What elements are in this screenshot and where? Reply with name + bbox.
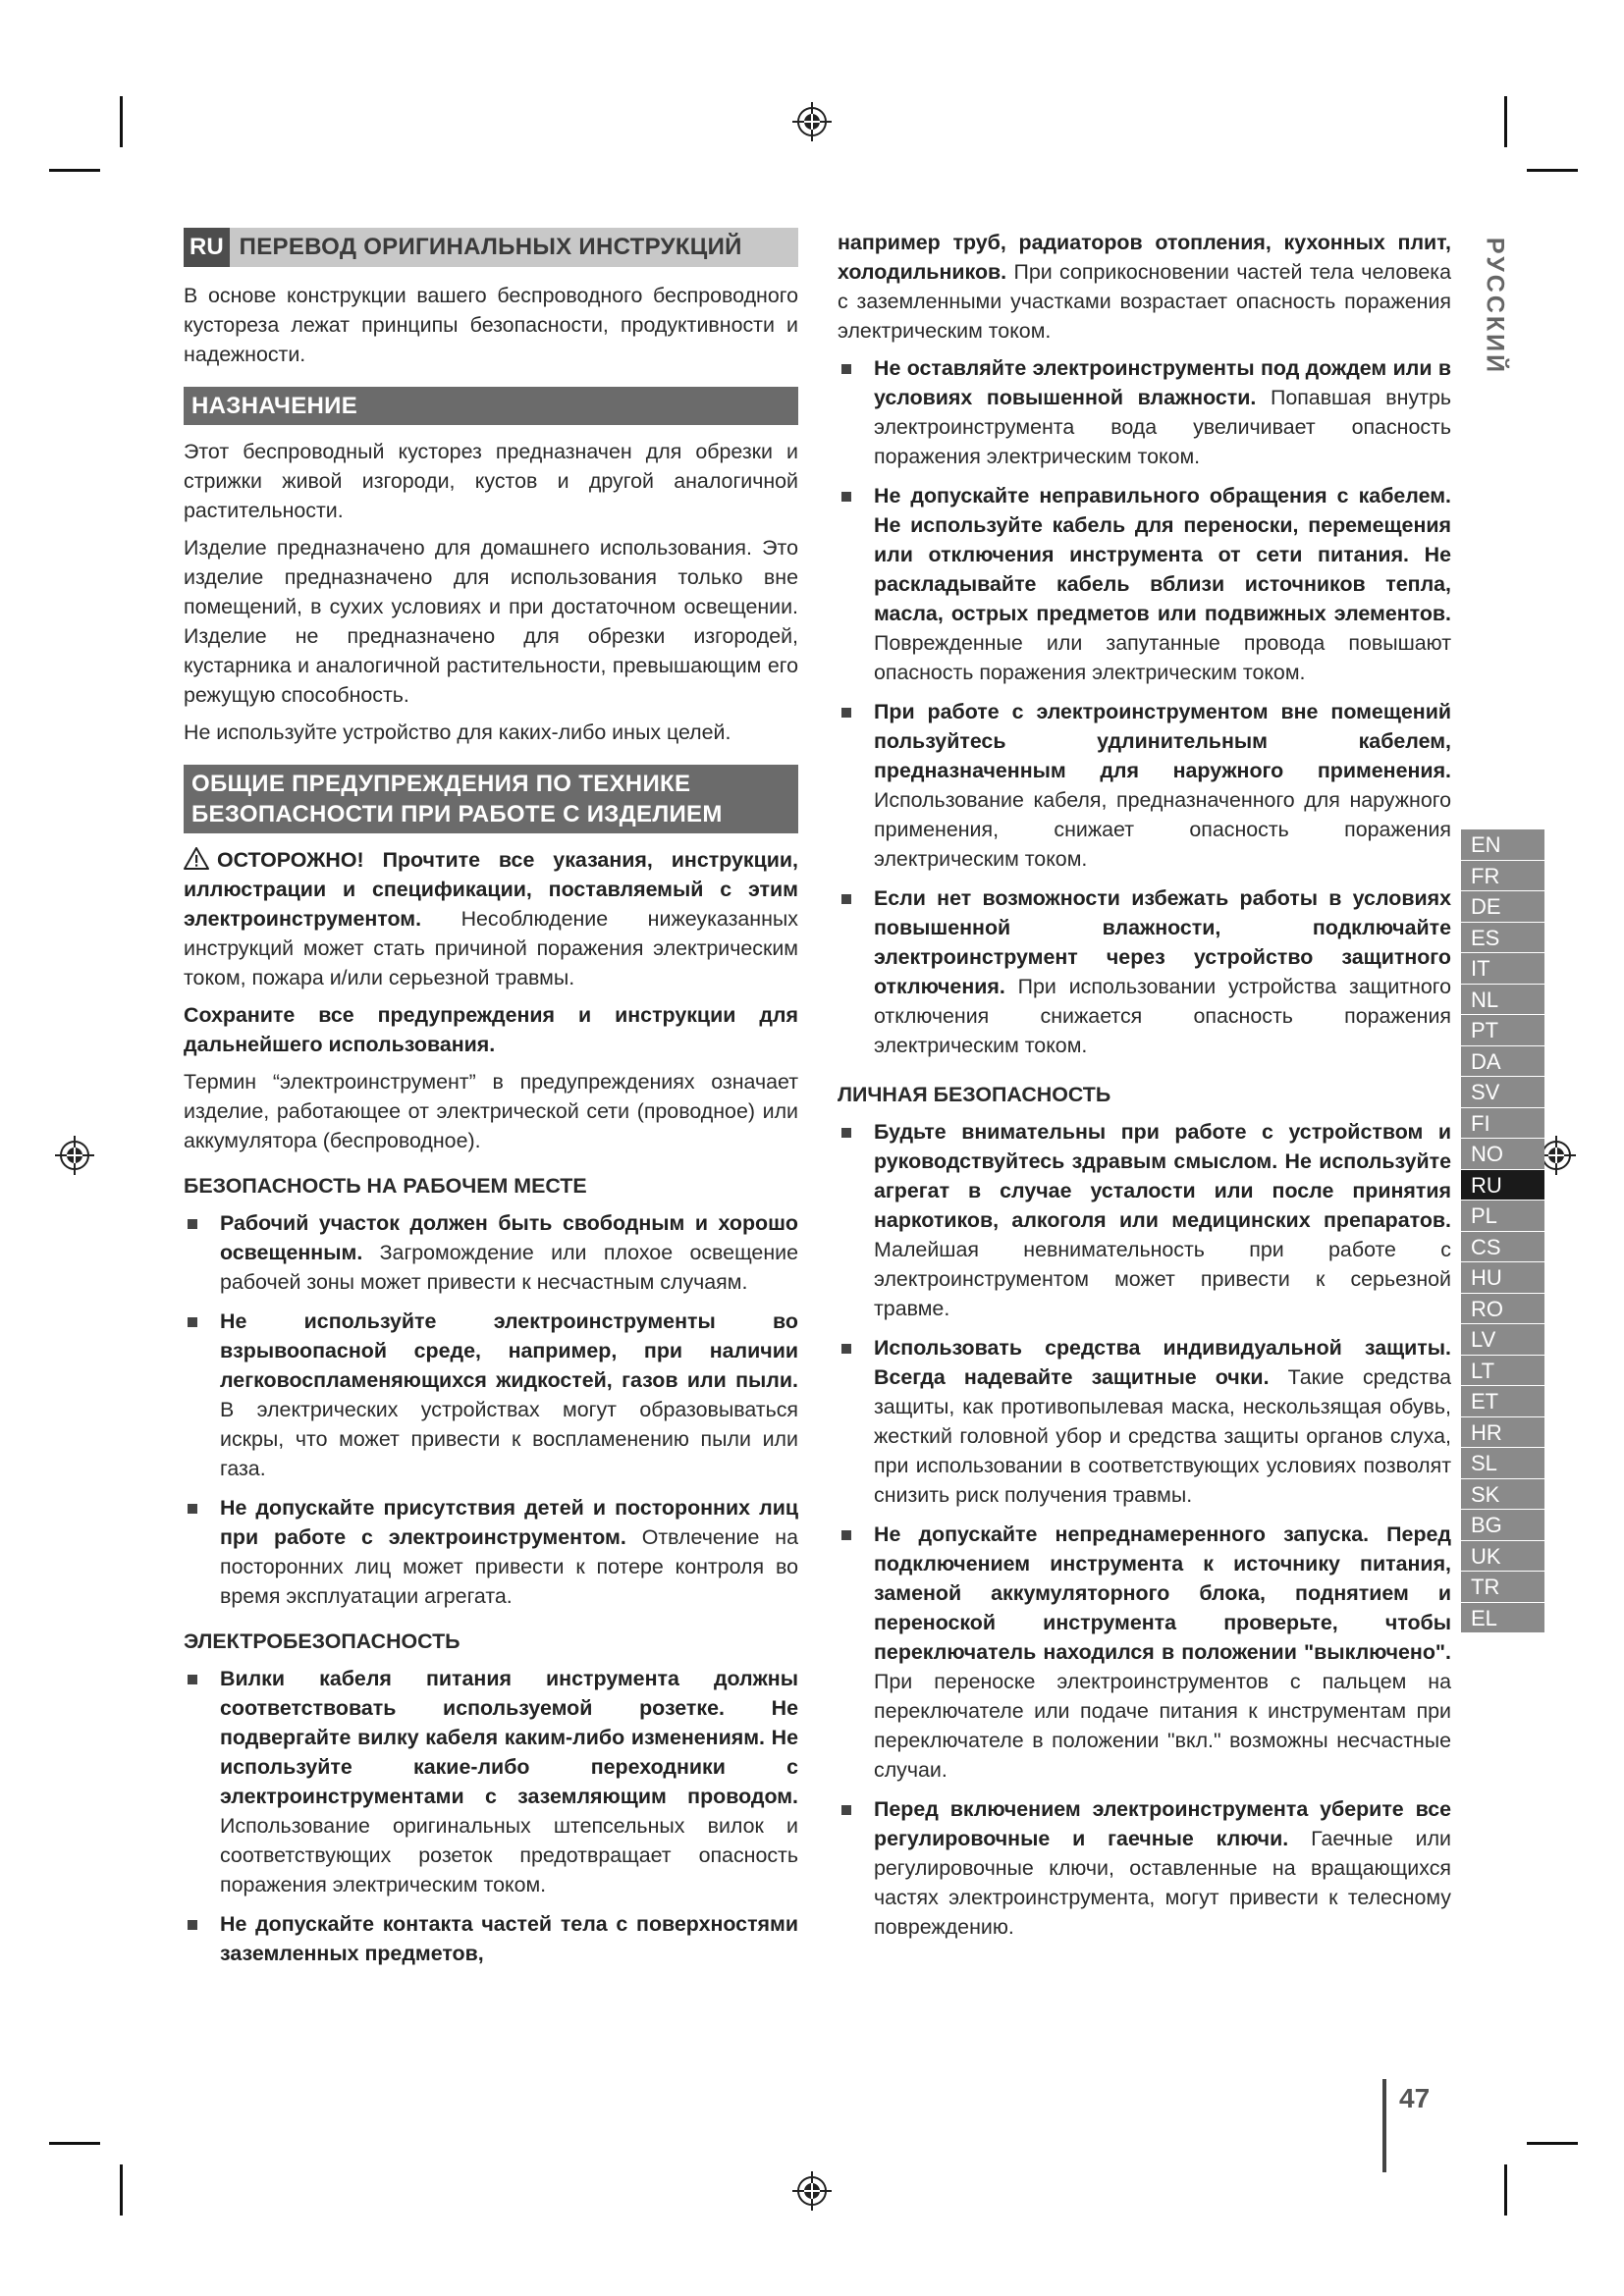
list-item-text: Попавшая внутрь электроинструмента вода увеличивает опасность поражения электрическим током.: [874, 386, 1451, 468]
crop-mark: [120, 2164, 123, 2216]
general-warnings-heading-line: БЕЗОПАСНОСТИ ПРИ РАБОТЕ С ИЗДЕЛИЕМ: [191, 801, 723, 828]
page-number-divider: [1382, 2079, 1386, 2172]
left-column: [184, 228, 798, 1978]
intro-paragraph: В основе конструкции вашего беспроводного беспроводного кустореза лежат принципы безопасности, продуктивности и надежности.: [184, 284, 798, 366]
crop-mark: [1527, 2142, 1578, 2145]
list-item: [838, 1117, 1451, 1323]
list-item: [184, 1208, 798, 1297]
right-column: [838, 228, 1451, 1951]
language-tab-no[interactable]: NO: [1461, 1139, 1544, 1170]
purpose-paragraph: Не используйте устройство для каких-либо иных целей.: [184, 721, 731, 744]
workplace-heading: БЕЗОПАСНОСТЬ НА РАБОЧЕМ МЕСТЕ: [184, 1174, 587, 1198]
list-item-text: Малейшая невнимательность при работе с электроинструментом может привести к серьезной травме.: [874, 1238, 1451, 1320]
registration-mark-icon: [790, 100, 834, 143]
list-item: [838, 1520, 1451, 1785]
language-tab-ru[interactable]: RU: [1461, 1170, 1544, 1201]
language-tab-fi[interactable]: FI: [1461, 1108, 1544, 1140]
crop-mark: [1527, 169, 1578, 172]
language-code-badge: RU: [184, 228, 230, 267]
page-number: 47: [1399, 2083, 1431, 2113]
list-item-text: Такие средства защиты, как противопылевая маска, нескользящая обувь, жесткий головной убор и средства защиты органов слуха, при использовании в соответствующих условиях позволят снизить риск получения травмы.: [874, 1365, 1451, 1507]
list-item-bold: Будьте внимательны при работе с устройством и руководствуйтесь здравым смыслом. Не используйте агрегат в случае усталости или после принятия наркотиков, алкоголя или медицинских препаратов.: [874, 1120, 1451, 1232]
electrical-safety-heading: ЭЛЕКТРОБЕЗОПАСНОСТЬ: [184, 1629, 460, 1653]
warning-bold-text: ОСТОРОЖНО! Прочтите все указания, инструкции, иллюстрации и спецификации, поставляемый с этим электроинструментом.: [184, 848, 798, 931]
language-tab-lt[interactable]: LT: [1461, 1356, 1544, 1387]
list-item-bold: Не используйте электроинструменты во взрывоопасной среде, например, при наличии легковоспламеняющихся жидкостей, газов или пыли.: [220, 1309, 798, 1392]
language-tab-nl[interactable]: NL: [1461, 985, 1544, 1016]
registration-mark-icon: [53, 1134, 96, 1177]
list-item: [838, 697, 1451, 874]
list-item: [184, 1664, 798, 1899]
vertical-language-label-text: РУССКИЙ: [1481, 237, 1509, 376]
list-item-bold: Использовать средства индивидуальной защиты. Всегда надевайте защитные очки.: [874, 1336, 1451, 1389]
list-item-text: Использование кабеля, предназначенного для наружного применения, снижает опасность поражения электрическим током.: [874, 788, 1451, 871]
purpose-paragraph: Этот беспроводный кусторез предназначен для обрезки и стрижки живой изгороди, кустов и другой аналогичной растительности.: [184, 440, 798, 522]
language-tab-tr[interactable]: TR: [1461, 1572, 1544, 1603]
save-instructions-bold: Сохраните все предупреждения и инструкции для дальнейшего использования.: [184, 1003, 798, 1056]
crop-mark: [1504, 2164, 1507, 2216]
general-warnings-heading: [184, 765, 798, 833]
personal-safety-heading: ЛИЧНАЯ БЕЗОПАСНОСТЬ: [838, 1083, 1111, 1106]
warning-text: Несоблюдение нижеуказанных инструкций может стать причиной поражения электрическим током, пожара и/или серьезной травмы.: [184, 907, 798, 989]
purpose-paragraph: Изделие предназначено для домашнего использования. Это изделие предназначено для использования только вне помещений, в сухих условиях и при достаточном освещении. Изделие не предназначено для обрезки изгородей, кустарника и аналогичной растительности, превышающим его режущую способность.: [184, 536, 798, 707]
list-item-bold: Не допускайте контакта частей тела с поверхностями заземленных предметов,: [220, 1912, 798, 1965]
continued-text: При соприкосновении частей тела человека с заземленными участками возрастает опасность поражения электрическим током.: [838, 260, 1451, 343]
list-item-bold: Вилки кабеля питания инструмента должны соответствовать используемой розетке. Не подвергайте вилку кабеля каким-либо изменениям. Не используйте какие-либо переходники с электроинструментами с заземляющим проводом.: [220, 1667, 798, 1808]
save-instructions-paragraph: [184, 1000, 798, 1059]
language-tab-en[interactable]: EN: [1461, 829, 1544, 861]
language-tab-et[interactable]: ET: [1461, 1386, 1544, 1417]
continued-paragraph: [838, 228, 1451, 346]
list-item: [838, 883, 1451, 1060]
language-tab-cs[interactable]: CS: [1461, 1232, 1544, 1263]
crop-mark: [49, 2142, 100, 2145]
electrical-safety-list: [184, 1664, 798, 1968]
list-item-text: Загромождение или плохое освещение рабочей зоны может привести к несчастным случаям.: [220, 1241, 798, 1294]
warning-paragraph: [184, 845, 798, 992]
list-item: [184, 1493, 798, 1611]
list-item: [838, 353, 1451, 471]
list-item-text: Использование оригинальных штепсельных вилок и соответствующих розеток предотвращает опасность поражения электрическим током.: [220, 1814, 798, 1896]
list-item-text: В электрических устройствах могут образовываться искры, что может привести к воспламенению пыли или газа.: [220, 1398, 798, 1480]
list-item-bold: При работе с электроинструментом вне помещений пользуйтесь удлинительным кабелем, предназначенным для наружного применения.: [874, 700, 1451, 782]
list-item-bold: Не допускайте присутствия детей и посторонних лиц при работе с электроинструментом.: [220, 1496, 798, 1549]
crop-mark: [49, 169, 100, 172]
language-tab-de[interactable]: DE: [1461, 891, 1544, 923]
language-tab-sl[interactable]: SL: [1461, 1448, 1544, 1479]
language-tab-uk[interactable]: UK: [1461, 1541, 1544, 1573]
list-item-text: Гаечные или регулировочные ключи, оставленные на вращающихся частях электроинструмента, могут привести к телесному повреждению.: [874, 1827, 1451, 1939]
personal-safety-list: [838, 1117, 1451, 1942]
language-tabs: [1461, 829, 1544, 1633]
list-item: [838, 1794, 1451, 1942]
list-item-bold: Если нет возможности избежать работы в условиях повышенной влажности, подключайте электроинструмент через устройство защитного отключения.: [874, 886, 1451, 998]
crop-mark: [1504, 96, 1507, 147]
language-tab-ro[interactable]: RO: [1461, 1294, 1544, 1325]
list-item-bold: Не оставляйте электроинструменты под дождем или в условиях повышенной влажности.: [874, 356, 1451, 409]
list-item: [838, 1333, 1451, 1510]
list-item: [184, 1307, 798, 1483]
page-title: ПЕРЕВОД ОРИГИНАЛЬНЫХ ИНСТРУКЦИЙ: [239, 234, 742, 260]
list-item-bold: Не допускайте неправильного обращения с кабелем. Не используйте кабель для переноски, перемещения или отключения инструмента от сети питания. Не раскладывайте кабель вблизи источников тепла, масла, острых предметов или подвижных элементов.: [874, 484, 1451, 625]
crop-mark: [120, 96, 123, 147]
section-header: [184, 228, 798, 267]
language-tab-sv[interactable]: SV: [1461, 1077, 1544, 1108]
registration-mark-icon: [790, 2169, 834, 2213]
language-tab-el[interactable]: EL: [1461, 1603, 1544, 1634]
language-tab-pl[interactable]: PL: [1461, 1201, 1544, 1232]
language-tab-bg[interactable]: BG: [1461, 1510, 1544, 1541]
vertical-language-label: [1475, 228, 1514, 385]
warning-triangle-icon: [184, 847, 209, 870]
purpose-heading: НАЗНАЧЕНИЕ: [184, 387, 798, 425]
language-tab-it[interactable]: IT: [1461, 953, 1544, 985]
language-tab-pt[interactable]: PT: [1461, 1015, 1544, 1046]
list-item-text: Отвлечение на посторонних лиц может привести к потере контроля во время эксплуатации агрегата.: [220, 1525, 798, 1608]
continued-bold: например труб, радиаторов отопления, кухонных плит, холодильников.: [838, 231, 1451, 284]
workplace-list: [184, 1208, 798, 1611]
list-item: [184, 1909, 798, 1968]
list-item-text: При переноске электроинструментов с пальцем на переключателе или подаче питания к инструментам при переключателе в положении "вкл." возможны несчастные случаи.: [874, 1670, 1451, 1782]
list-item-bold: Перед включением электроинструмента уберите все регулировочные и гаечные ключи.: [874, 1797, 1451, 1850]
language-tab-es[interactable]: ES: [1461, 923, 1544, 954]
language-tab-hu[interactable]: HU: [1461, 1262, 1544, 1294]
language-tab-sk[interactable]: SK: [1461, 1479, 1544, 1511]
language-tab-lv[interactable]: LV: [1461, 1324, 1544, 1356]
term-paragraph: Термин “электроинструмент” в предупреждениях означает изделие, работающее от электрической сети (проводное) или аккумулятора (беспроводное).: [184, 1070, 798, 1152]
general-warnings-heading-line: ОБЩИЕ ПРЕДУПРЕЖДЕНИЯ ПО ТЕХНИКЕ: [191, 771, 691, 797]
electrical-safety-list-continued: [838, 353, 1451, 1060]
list-item-bold: Не допускайте непреднамеренного запуска. Перед подключением инструмента к источнику питания, заменой аккумуляторного блока, поднятием и переноской инструмента проверьте, чтобы переключатель находился в положении "выключено".: [874, 1522, 1451, 1664]
list-item: [838, 481, 1451, 687]
list-item-text: Поврежденные или запутанные провода повышают опасность поражения электрическим током.: [874, 631, 1451, 684]
list-item-text: При использовании устройства защитного отключения снижается опасность поражения электрическим током.: [874, 975, 1451, 1057]
language-tab-da[interactable]: DA: [1461, 1046, 1544, 1078]
language-tab-hr[interactable]: HR: [1461, 1417, 1544, 1449]
list-item-bold: Рабочий участок должен быть свободным и хорошо освещенным.: [220, 1211, 798, 1264]
language-tab-fr[interactable]: FR: [1461, 861, 1544, 892]
